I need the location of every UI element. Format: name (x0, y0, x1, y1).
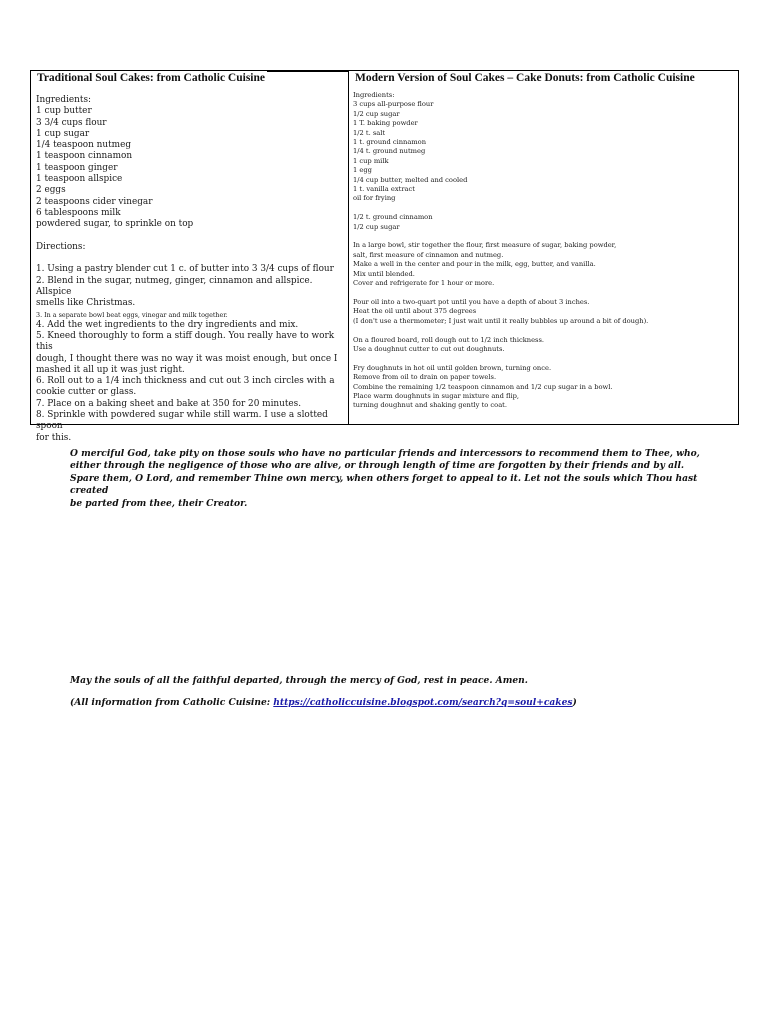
ingredient-item: 3 3/4 cups flour (36, 117, 107, 128)
modern-step: Place warm doughnuts in sugar mixture and flip, (353, 391, 520, 400)
traditional-body (35, 95, 344, 444)
direction-step: 1. Using a pastry blender cut 1 c. of butter into 3 3/4 cups of flour (36, 264, 334, 275)
modern-step: salt, first measure of cinnamon and nutmeg. (353, 250, 504, 259)
closing-prayer: May the souls of all the faithful departed, through the mercy of God, rest in peace. Amen. (70, 675, 528, 686)
traditional-title: Traditional Soul Cakes: from Catholic Cuisine (37, 72, 265, 84)
title-rule (267, 71, 349, 72)
modern-step: On a floured board, roll dough out to 1/2 inch thickness. (353, 335, 545, 344)
ingredient-item: 1 t. vanilla extract (353, 185, 415, 194)
ingredients-label: Ingredients: (353, 91, 395, 99)
modern-step: (I don't use a thermometer; I just wait until it really bubbles up around a bit of dough). (353, 316, 649, 325)
direction-step: 6. Roll out to a 1/4 inch thickness and cut out 3 inch circles with a (36, 376, 335, 387)
modern-title: Modern Version of Soul Cakes – Cake Donuts: from Catholic Cuisine (355, 72, 695, 84)
direction-step: dough, I thought there was no way it was moist enough, but once I (36, 353, 338, 364)
ingredient-item: 1 cup milk (353, 156, 389, 165)
prayer-line: created (70, 485, 109, 497)
source-prefix: (All information from Catholic Cuisine: (70, 697, 274, 708)
direction-step: smells like Christmas. (36, 298, 136, 309)
topping-item: 1/2 cup sugar (353, 222, 400, 231)
direction-step: 4. Add the wet ingredients to the dry ingredients and mix. (36, 319, 299, 330)
modern-step: Use a doughnut cutter to cut out doughnuts. (353, 344, 505, 353)
prayer-line: be parted from thee, their Creator. (70, 497, 248, 509)
directions-label: Directions: (36, 241, 86, 252)
direction-step: mashed it all up it was just right. (36, 364, 185, 375)
ingredient-item: 2 eggs (36, 185, 66, 196)
ingredient-item: 1 cup sugar (36, 128, 90, 139)
direction-step: 5. Kneed thoroughly to form a stiff dough. You really have to work this (36, 330, 337, 353)
topping-item: 1/2 t. ground cinnamon (353, 213, 433, 222)
ingredient-item: 1 egg (353, 166, 372, 175)
ingredient-item: 1 teaspoon allspice (36, 174, 123, 185)
ingredient-item: 1/4 teaspoon nutmeg (36, 140, 132, 151)
source-link[interactable]: https://catholiccuisine.blogspot.com/search?q=soul+cakes (273, 697, 573, 708)
modern-step: Heat the oil until about 375 degrees (353, 307, 477, 316)
ingredient-item: 1 T. baking powder (353, 119, 418, 128)
ingredient-item: 1 t. ground cinnamon (353, 138, 427, 147)
modern-step: In a large bowl, stir together the flour, first measure of sugar, baking powder, (353, 241, 617, 250)
direction-step: cookie cutter or glass. (36, 387, 137, 398)
direction-step: for this. (36, 432, 72, 443)
ingredient-item: 1 teaspoon ginger (36, 162, 118, 173)
direction-step: 7. Place on a baking sheet and bake at 350 for 20 minutes. (36, 398, 302, 409)
modern-recipe-column (349, 71, 738, 424)
ingredient-item: 1 cup butter (36, 106, 92, 117)
prayer-line: either through the negligence of those who are alive, or through length of time are forgotten by their friends and by all. (70, 460, 685, 472)
ingredient-item: 1/2 cup sugar (353, 109, 400, 118)
modern-step: Remove from oil to drain on paper towels. (353, 373, 497, 382)
ingredient-item: 1/4 t. ground nutmeg (353, 147, 426, 156)
modern-step: Mix until blended. (353, 269, 415, 278)
source-citation (70, 697, 577, 708)
ingredient-item: 1/2 t. salt (353, 128, 386, 137)
modern-step: turning doughnut and shaking gently to coat. (353, 401, 507, 410)
prayer-line: Spare them, O Lord, and remember Thine own mercy, when others forget to appeal to it. Let not the souls which Thou hast (70, 472, 698, 484)
ingredient-item: 1/4 cup butter, melted and cooled (353, 175, 468, 184)
ingredient-item: oil for frying (353, 194, 396, 203)
prayer-text (70, 448, 698, 510)
source-suffix: ) (572, 697, 577, 708)
ingredient-item: 1 teaspoon cinnamon (36, 151, 133, 162)
modern-step: Cover and refrigerate for 1 hour or more. (353, 279, 495, 288)
ingredient-item: 6 tablespoons milk (36, 207, 121, 218)
modern-body (353, 91, 734, 411)
modern-step: Pour oil into a two-quart pot until you have a depth of about 3 inches. (353, 297, 590, 306)
modern-step: Fry doughnuts in hot oil until golden brown, turning once. (353, 363, 552, 372)
direction-step: 2. Blend in the sugar, nutmeg, ginger, cinnamon and allspice. Allspice (36, 275, 316, 298)
ingredient-item: 2 teaspoons cider vinegar (36, 196, 153, 207)
recipe-table (30, 70, 739, 443)
direction-step: 8. Sprinkle with powdered sugar while still warm. I use a slotted spoon (36, 410, 331, 432)
modern-step: Make a well in the center and pour in the milk, egg, butter, and vanilla. (353, 260, 596, 269)
direction-step: 3. In a separate bowl beat eggs, vinegar and milk together. (36, 310, 228, 319)
modern-step: Combine the remaining 1/2 teaspoon cinnamon and 1/2 cup sugar in a bowl. (353, 382, 613, 391)
ingredient-item: 3 cups all-purpose flour (353, 100, 434, 109)
traditional-recipe-column (31, 71, 349, 443)
prayer-line: O merciful God, take pity on those souls who have no particular friends and intercessors to recommend them to Thee, who, (70, 448, 700, 459)
ingredients-label: Ingredients: (36, 95, 91, 105)
ingredient-item: powdered sugar, to sprinkle on top (36, 219, 194, 230)
